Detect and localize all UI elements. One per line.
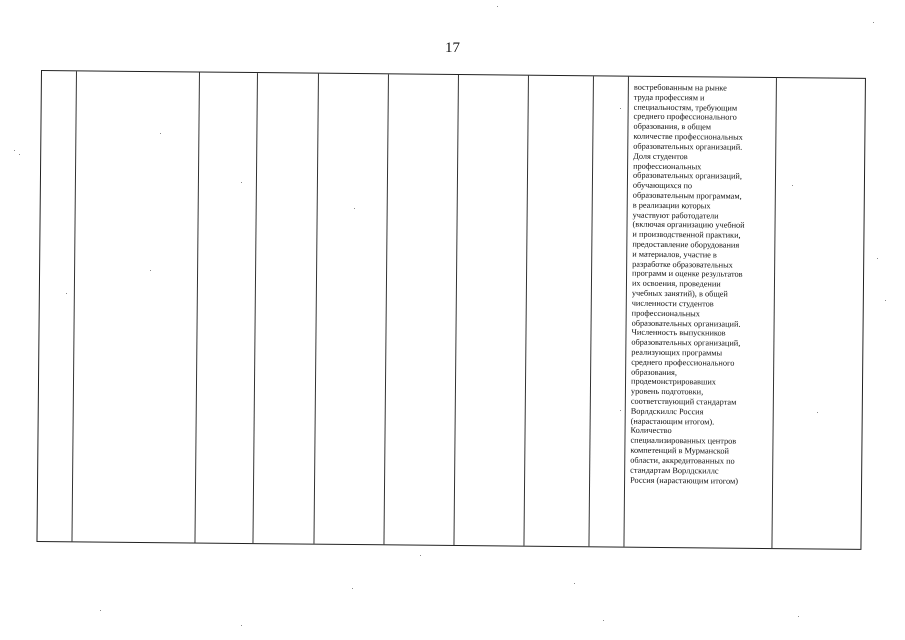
indicator-cell-text: востребованным на рынке труда профессиям и специальностям, требующим среднего профессионального образования, в общем количестве профессиональных образовательных организаций. Доля студентов профессиональных образовательных организаций, обучающихся по образовательным программам, в реализации которых участвуют работодатели (включая организацию учебной и производственной практики, предоставление оборудования и материалов, участие в разработке образовательных программ и оценке результатов их освоения, проведении учебных занятий), в общей численности студентов профессиональных образовательных организаций. Численность выпускников образовательных организаций, реализующих программы среднего профессионального образования, продемонстрировавших уровень подготовки, соответствующий стандартам Ворлдскиллс Россия (нарастающим итогом). Количество специализированных центров компетенций в Мурманской области, аккредитованных по стандартам Ворлдскиллс Россия (нарастающим итогом) bbox=[630, 82, 745, 486]
scan-speck bbox=[817, 412, 818, 413]
scan-speck bbox=[66, 293, 67, 294]
column-divider bbox=[252, 73, 258, 543]
scan-speck bbox=[873, 22, 874, 23]
scan-speck bbox=[100, 610, 101, 611]
column-divider bbox=[771, 78, 777, 548]
scan-speck bbox=[620, 410, 621, 411]
column-divider bbox=[588, 76, 594, 546]
column-divider bbox=[453, 75, 459, 545]
scan-speck bbox=[354, 208, 355, 209]
column-divider bbox=[383, 74, 389, 544]
scan-speck bbox=[574, 583, 575, 584]
scan-speck bbox=[792, 185, 793, 186]
scan-speck bbox=[14, 150, 15, 151]
scan-speck bbox=[603, 620, 604, 621]
scan-speck bbox=[885, 300, 886, 301]
page-number: 17 bbox=[445, 40, 460, 56]
column-divider bbox=[523, 76, 529, 546]
column-divider bbox=[71, 71, 77, 541]
column-divider bbox=[623, 77, 629, 547]
document-table bbox=[36, 70, 865, 550]
scan-speck bbox=[352, 588, 353, 589]
scan-speck bbox=[160, 133, 161, 134]
column-divider bbox=[194, 73, 200, 543]
scan-speck bbox=[241, 182, 242, 183]
scan-speck bbox=[150, 270, 151, 271]
scan-speck bbox=[420, 555, 421, 556]
column-divider bbox=[313, 74, 319, 544]
scan-speck bbox=[19, 154, 20, 155]
scan-speck bbox=[241, 625, 242, 626]
scan-speck bbox=[877, 258, 878, 259]
scan-speck bbox=[497, 6, 498, 7]
scan-speck bbox=[620, 108, 621, 109]
scan-speck bbox=[798, 616, 799, 617]
